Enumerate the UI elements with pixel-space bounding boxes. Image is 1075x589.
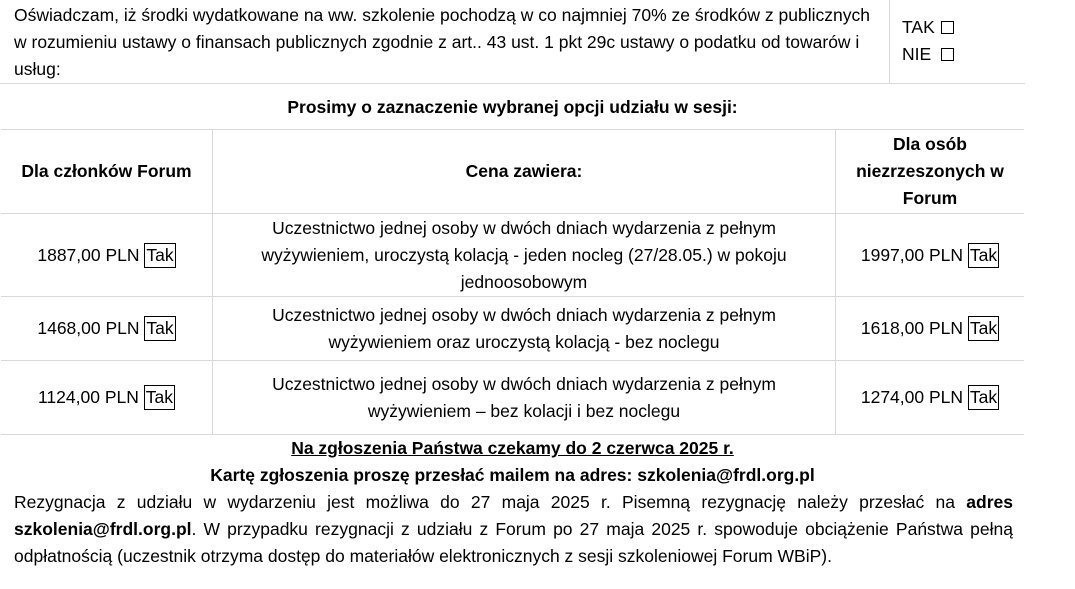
price-table <box>1 129 1024 435</box>
declaration-text: Oświadczam, iż środki wydatkowane na ww. szkolenie pochodzą w co najmniej 70% ze środków z publicznych w rozumieniu ustawy o finansach publicznych zgodnie z art.. 43 ust. 1 pkt 29c ustawy o podatku od towarów i usług: <box>0 0 890 83</box>
deadline-notice: Na zgłoszenia Państwa czekamy do 2 czerwca 2025 r. <box>291 438 734 458</box>
table-header-row <box>1 130 1024 214</box>
option-yes-label: TAK <box>902 17 935 37</box>
checkbox-yes[interactable] <box>941 21 954 34</box>
checkbox-no[interactable] <box>941 48 954 61</box>
nonmember-price-cell <box>836 361 1025 435</box>
member-tak-checkbox[interactable]: Tak <box>144 316 175 341</box>
description-cell: Uczestnictwo jednej osoby w dwóch dniach wydarzenia z pełnym wyżywieniem oraz uroczystą kolacją - bez noclegu <box>213 297 836 361</box>
header-nonmembers: Dla osób niezrzeszonych w Forum <box>836 130 1025 214</box>
member-price: 1124,00 PLN <box>38 387 139 407</box>
table-row <box>1 361 1024 435</box>
member-tak-checkbox[interactable]: Tak <box>144 243 175 268</box>
nonmember-tak-checkbox[interactable]: Tak <box>968 385 999 410</box>
member-tak-checkbox[interactable]: Tak <box>144 385 175 410</box>
send-instructions: Kartę zgłoszenia proszę przesłać mailem na adres: szkolenia@frdl.org.pl <box>210 465 815 485</box>
declaration-options <box>890 0 954 83</box>
nonmember-price: 1274,00 PLN <box>860 387 964 407</box>
session-option-prompt: Prosimy o zaznaczenie wybranej opcji udziału w sesji: <box>287 97 738 117</box>
resignation-paragraph <box>0 489 1025 570</box>
option-no[interactable] <box>902 41 954 68</box>
public-funds-declaration <box>0 0 1025 84</box>
member-price: 1468,00 PLN <box>37 318 140 338</box>
description-cell: Uczestnictwo jednej osoby w dwóch dniach wydarzenia z pełnym wyżywieniem – bez kolacji i bez noclegu <box>213 361 836 435</box>
description-cell: Uczestnictwo jednej osoby w dwóch dniach wydarzenia z pełnym wyżywieniem, uroczystą kolacją - jeden nocleg (27/28.05.) w pokoju jednoosobowym <box>213 214 836 297</box>
option-no-label: NIE <box>902 44 932 64</box>
header-members: Dla członków Forum <box>1 130 213 214</box>
table-row <box>1 214 1024 297</box>
table-row <box>1 297 1024 361</box>
resignation-text-a: Rezygnacja z udziału w wydarzeniu jest możliwa do 27 maja 2025 r. Pisemną rezygnację należy przesłać na <box>14 492 967 512</box>
nonmember-price-cell <box>836 214 1025 297</box>
member-price: 1887,00 PLN <box>37 244 140 265</box>
nonmember-tak-checkbox[interactable]: Tak <box>968 316 999 341</box>
header-price-includes: Cena zawiera: <box>213 130 836 214</box>
resignation-email: adres szkolenia@frdl.org.pl <box>14 492 1013 539</box>
nonmember-price: 1618,00 PLN <box>860 318 964 338</box>
nonmember-price: 1997,00 PLN <box>860 244 964 265</box>
option-yes[interactable] <box>902 14 954 41</box>
resignation-text-b: . W przypadku rezygnacji z udziału z Forum po 27 maja 2025 r. spowoduje obciążenie Państwa pełną odpłatnością (uczestnik otrzyma dostęp do materiałów elektronicznych z sesji szkoleniowej Forum WBiP). <box>14 519 1013 566</box>
member-price-cell <box>1 361 213 435</box>
member-price-cell <box>1 297 213 361</box>
nonmember-tak-checkbox[interactable]: Tak <box>968 243 999 268</box>
nonmember-price-cell <box>836 297 1025 361</box>
member-price-cell <box>1 214 213 297</box>
